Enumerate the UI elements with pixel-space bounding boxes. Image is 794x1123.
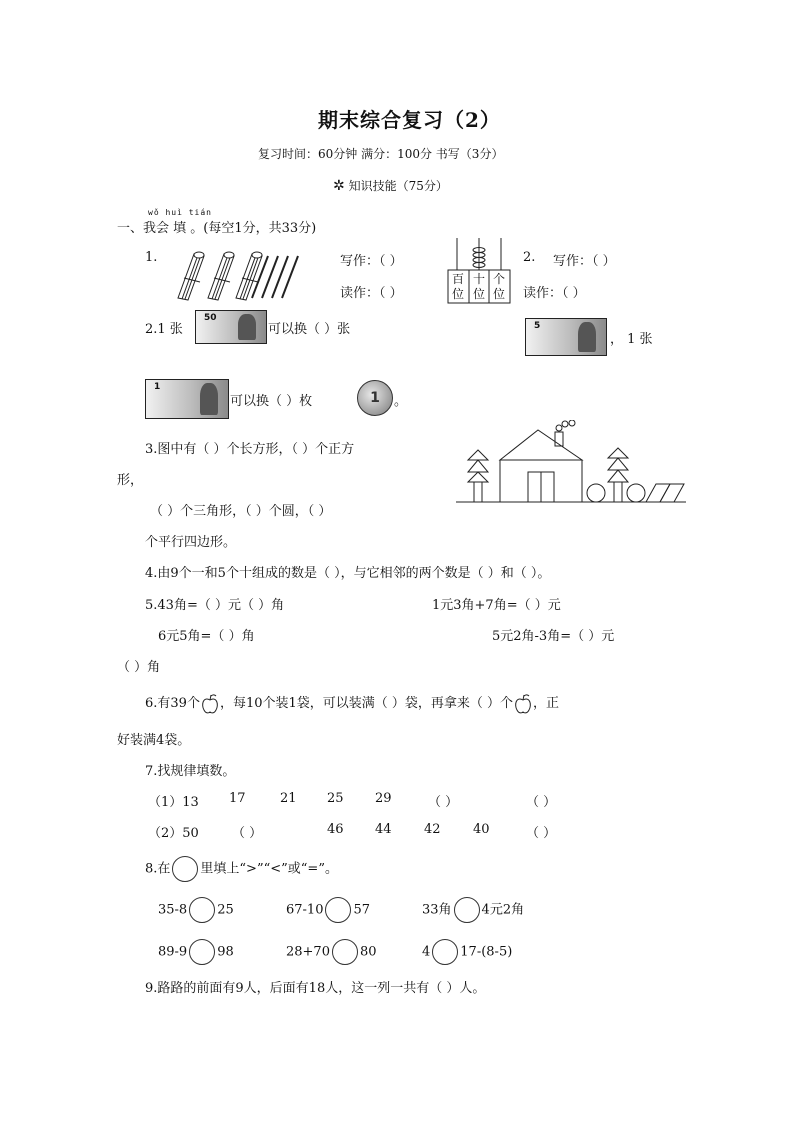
banknote-5-image [525, 318, 607, 356]
counting-sticks-image [170, 248, 302, 304]
stick-bundle [236, 252, 262, 300]
answer-circle[interactable] [325, 897, 351, 923]
banknote-1-value: 1 [154, 382, 161, 392]
q6-text-b: ，每10个装1袋，可以装满（ ）袋，再拿来（ ）个 [219, 696, 514, 711]
q8-item-6-left: 4 [422, 944, 431, 960]
q7-row1-c2: 21 [280, 791, 297, 806]
q1-number-2: 2. [523, 250, 536, 265]
coin-image [357, 380, 393, 416]
q8-item-3-right: 4元2角 [481, 902, 525, 918]
abacus-label-hundreds: 百 位 [452, 272, 465, 301]
q6-line-2: 好装满4袋。 [117, 733, 191, 748]
banknote-1-image [145, 379, 229, 419]
section-label: 知识技能（75分） [348, 179, 448, 193]
q8-text-a: 8.在 [145, 861, 171, 877]
stick-bundle [178, 252, 204, 300]
q1-number: 1. [145, 250, 158, 265]
q6-text-a: 6.有39个 [145, 696, 200, 711]
q8-item-6 [422, 939, 512, 965]
q7-row1-c1: 17 [229, 791, 246, 806]
q6-line-1 [145, 692, 559, 715]
q7-row1-c3: 25 [327, 791, 344, 806]
q7-row2-c1: （ ） [232, 826, 263, 841]
q1-read: 读作：（ ） [340, 286, 403, 301]
q8-title [145, 856, 338, 882]
answer-circle[interactable] [432, 939, 458, 965]
coin-value: 1 [357, 380, 393, 416]
banknote-5-value: 5 [534, 321, 541, 331]
q8-item-2-left: 67-10 [286, 902, 324, 918]
q7-row2-c6: （ ） [526, 826, 557, 841]
q5-d: 5元2角-3角=（ ）元 [492, 629, 615, 644]
q7-title: 7.找规律填数。 [145, 764, 236, 779]
apple-icon [513, 693, 533, 715]
answer-circle[interactable] [189, 897, 215, 923]
banknote-50-value: 50 [204, 313, 217, 323]
q8-item-5-left: 28+70 [286, 944, 330, 960]
q7-row2-c4: 42 [424, 822, 441, 837]
q8-item-3-left: 33角 [422, 902, 452, 918]
q8-item-3 [422, 897, 524, 923]
abacus-label-ones: 个 位 [493, 272, 506, 301]
q2-text-e: 。 [394, 394, 408, 409]
answer-circle[interactable] [454, 897, 480, 923]
stick-bundle [208, 252, 234, 300]
q2-text-d: 可以换（ ）枚 [230, 394, 313, 409]
q3-line-2: 形， [117, 473, 144, 488]
q5-c: 6元5角=（ ）角 [158, 629, 255, 644]
q8-item-5-right: 80 [359, 944, 377, 960]
q1-read-2: 读作：（ ） [523, 286, 586, 301]
q9-text: 9.路路的前面有9人，后面有18人，这一列一共有（ ）人。 [145, 981, 486, 996]
page-title: 期末综合复习（2） [318, 108, 501, 132]
q2-text-a: 2.1 张 [145, 322, 183, 337]
q7-row1-c0: （1）13 [148, 795, 199, 810]
q8-item-5 [286, 939, 377, 965]
banknote-50-image [195, 310, 267, 344]
flower-icon: ✲ [333, 178, 345, 194]
q1-write: 写作：（ ） [340, 254, 403, 269]
q8-item-1 [158, 897, 234, 923]
q5-a: 5.43角=（ ）元（ ）角 [145, 598, 285, 613]
q8-item-4-left: 89-9 [158, 944, 188, 960]
q7-row2-c2: 46 [327, 822, 344, 837]
q4-text: 4.由9个一和5个十组成的数是（ ），与它相邻的两个数是（ ）和（ ）。 [145, 566, 551, 581]
q7-row2-c3: 44 [375, 822, 392, 837]
q8-item-1-left: 35-8 [158, 902, 188, 918]
q8-item-4 [158, 939, 234, 965]
apple-icon [200, 693, 220, 715]
q3-line-1: 3.图中有（ ）个长方形，（ ）个正方 [145, 442, 355, 457]
part1-score: 。(每空1分，共33分) [190, 221, 317, 236]
q8-item-4-right: 98 [217, 944, 234, 960]
q7-row2-c0: （2）50 [148, 826, 199, 841]
answer-circle[interactable] [189, 939, 215, 965]
compare-circle [172, 856, 198, 882]
abacus-label-tens: 十 位 [473, 272, 486, 301]
q5-e: （ ）角 [117, 660, 161, 675]
q5-b: 1元3角+7角=（ ）元 [432, 598, 561, 613]
section-heading [333, 177, 448, 194]
pinyin-annotation: wǒ huì tián [148, 208, 212, 217]
q8-item-2 [286, 897, 370, 923]
exam-info: 复习时间：60分钟 满分：100分 书写（3分） [258, 147, 504, 161]
q2-text-b: 可以换（ ）张 [268, 322, 351, 337]
part1-heading [117, 217, 316, 236]
part1-title: 我会 填 [143, 221, 191, 236]
answer-circle[interactable] [332, 939, 358, 965]
q8-text-b: 里填上“>”“<”或“=”。 [200, 861, 338, 877]
house-shapes-image [456, 420, 688, 504]
q3-line-3: （ ）个三角形，（ ）个圆，（ ） [150, 504, 332, 519]
q7-row1-c6: （ ） [526, 795, 557, 810]
q8-item-6-right: 17-(8-5) [460, 944, 513, 960]
q7-row1-c4: 29 [375, 791, 392, 806]
part1-prefix: 一、 [117, 221, 144, 236]
q7-row1-c5: （ ） [428, 795, 459, 810]
q1-write-2: 写作：（ ） [553, 254, 616, 269]
q6-text-c: ，正 [533, 696, 560, 711]
q8-item-1-right: 25 [217, 902, 234, 918]
q7-row2-c5: 40 [473, 822, 490, 837]
q8-item-2-right: 57 [353, 902, 371, 918]
q3-line-4: 个平行四边形。 [145, 535, 237, 550]
q2-text-c: ， 1 张 [610, 332, 653, 347]
